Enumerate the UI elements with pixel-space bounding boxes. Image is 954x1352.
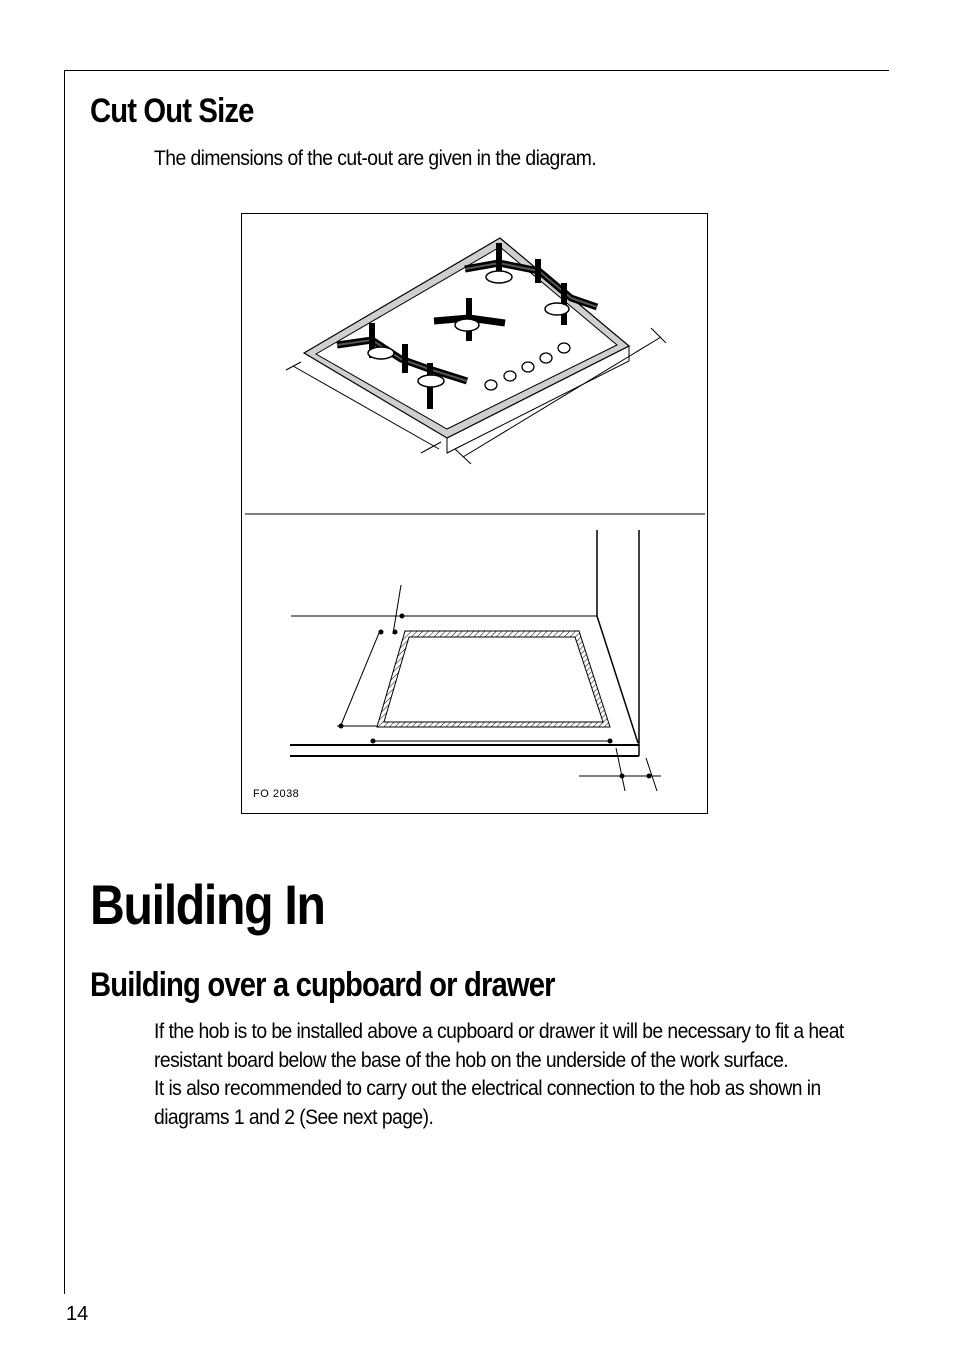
cut-out-size-heading: Cut Out Size: [90, 92, 254, 130]
hob-illustration: [286, 238, 666, 464]
page-frame-left-rule: [64, 70, 65, 1294]
building-in-heading: Building In: [90, 873, 325, 936]
building-in-text-line-4: diagrams 1 and 2 (See next page).: [154, 1105, 434, 1129]
installation-figure: [241, 213, 708, 814]
worktop-cutout-drawing: [290, 530, 661, 791]
building-in-text-line-3: It is also recommended to carry out the electrical connection to the hob as shown in: [154, 1077, 821, 1100]
cut-out-size-text: The dimensions of the cut-out are given in the diagram.: [154, 147, 597, 170]
building-in-text-line-1: If the hob is to be installed above a cupboard or drawer it will be necessary to fit a heat: [154, 1020, 844, 1043]
page-frame-top-rule: [64, 70, 889, 71]
figure-reference-label: FO 2038: [253, 788, 300, 800]
building-in-text-line-2: resistant board below the base of the hob on the underside of the work surface.: [154, 1048, 789, 1072]
hob-cutout-diagram: [241, 213, 708, 814]
building-over-cupboard-heading: Building over a cupboard or drawer: [90, 966, 555, 1004]
page-number: 14: [66, 1303, 89, 1325]
